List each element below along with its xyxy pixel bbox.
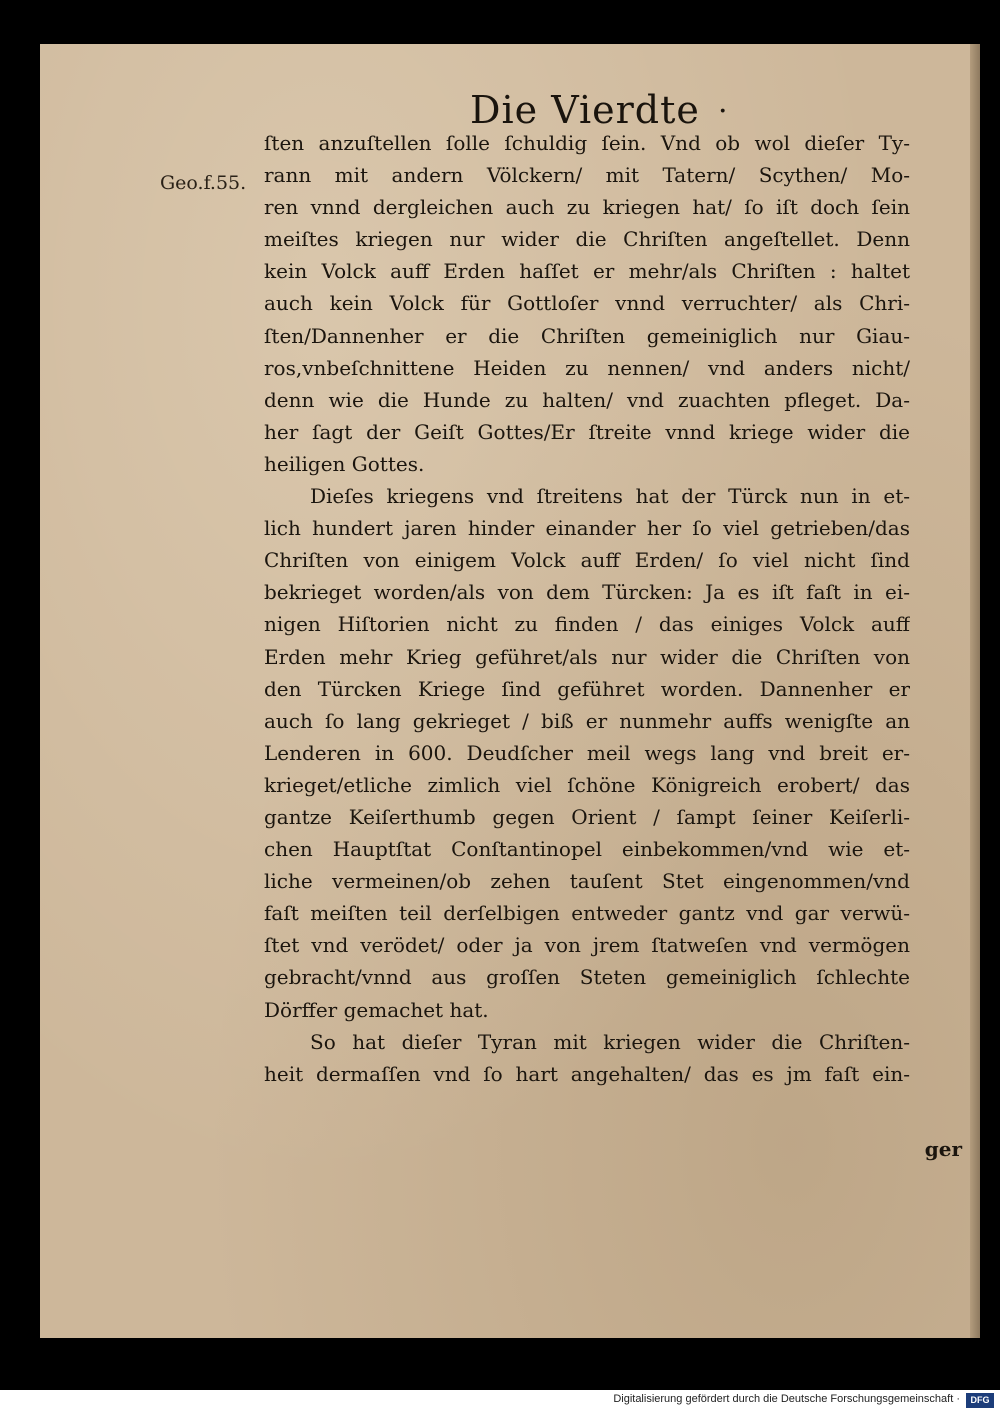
- text-line: gebracht/vnnd aus groſſen Steten gemeiniglich ſchlechte: [264, 965, 910, 990]
- text-line: Dörffer gemachet hat.: [264, 997, 489, 1022]
- text-line: rann mit andern Völckern/ mit Tatern/ Scythen/ Mo-: [264, 163, 910, 188]
- text-line: krieget/etliche zimlich viel ſchöne Königreich erobert/ das: [264, 772, 910, 797]
- text-line: heit dermaſſen vnd ſo hart angehalten/ das es jm faſt ein-: [264, 1061, 910, 1086]
- running-head-mark: ·: [718, 94, 728, 129]
- body-text: [264, 127, 910, 1090]
- text-line: ros,vnbeſchnittene Heiden zu nennen/ vnd anders nicht/: [264, 355, 910, 380]
- text-line: Dieſes kriegens vnd ſtreitens hat der Türck nun in et-: [310, 484, 910, 509]
- margin-note: Geo.f.55.: [160, 172, 247, 194]
- catchword: ger: [924, 1137, 962, 1161]
- text-line: auch ſo lang gekrieget / biß er nunmehr auffs wenigſte an: [264, 708, 910, 733]
- text-line: nigen Hiſtorien nicht zu finden / das einiges Volck auff: [264, 612, 910, 637]
- text-line: her ſagt der Geiſt Gottes/Er ſtreite vnnd kriege wider die: [264, 419, 910, 444]
- text-line: liche vermeinen/ob zehen tauſent Stet eingenommen/vnd: [264, 869, 910, 894]
- text-line: So hat dieſer Tyran mit kriegen wider die Chriſten-: [310, 1029, 910, 1054]
- dfg-logo-icon: DFG: [966, 1393, 994, 1408]
- text-line: bekrieget worden/als von dem Türcken: Ja es iſt faſt in ei-: [264, 580, 910, 605]
- text-line: Lenderen in 600. Deudſcher meil wegs lang vnd breit er-: [264, 740, 910, 765]
- text-line: ſten anzuſtellen ſolle ſchuldig ſein. Vnd ob wol dieſer Ty-: [264, 131, 910, 155]
- text-line: ren vnnd dergleichen auch zu kriegen hat/ ſo iſt doch ſein: [264, 195, 910, 220]
- text-line: denn wie die Hunde zu halten/ vnd zuachten pfleget. Da-: [264, 387, 910, 412]
- text-line: ſtet vnd verödet/ oder ja von jrem ſtatweſen vnd vermögen: [264, 933, 910, 958]
- text-line: faſt meiſten teil derſelbigen entweder gantz vnd gar verwü-: [264, 901, 910, 926]
- funding-notice: Digitalisierung gefördert durch die Deutsche Forschungsgemeinschaft ·: [613, 1393, 960, 1405]
- text-line: chen Hauptſtat Conſtantinopel einbekommen/vnd wie et-: [264, 837, 910, 862]
- text-line: auch kein Volck für Gottloſer vnnd verruchter/ als Chri-: [264, 291, 910, 316]
- text-line: meiſtes kriegen nur wider die Chriſten angeſtellet. Denn: [264, 227, 910, 252]
- text-line: kein Volck auff Erden haſſet er mehr/als Chriſten : haltet: [264, 259, 910, 284]
- footer-bar: [0, 1390, 1000, 1413]
- text-line: Chriſten von einigem Volck auff Erden/ ſo viel nicht ſind: [264, 548, 910, 573]
- text-line: lich hundert jaren hinder einander her ſo viel getrieben/das: [264, 516, 910, 541]
- page-edge: [970, 44, 980, 1338]
- text-line: den Türcken Kriege ſind geführet worden. Dannenher er: [264, 676, 910, 701]
- running-head: Die Vierdte: [470, 88, 700, 132]
- text-line: ſten/Dannenher er die Chriſten gemeiniglich nur Giau-: [264, 323, 910, 348]
- text-line: heiligen Gottes.: [264, 451, 425, 476]
- text-line: Erden mehr Krieg geführet/als nur wider die Chriſten von: [264, 644, 910, 669]
- text-line: gantze Keiſerthumb gegen Orient / ſampt ſeiner Keiſerli-: [264, 804, 910, 829]
